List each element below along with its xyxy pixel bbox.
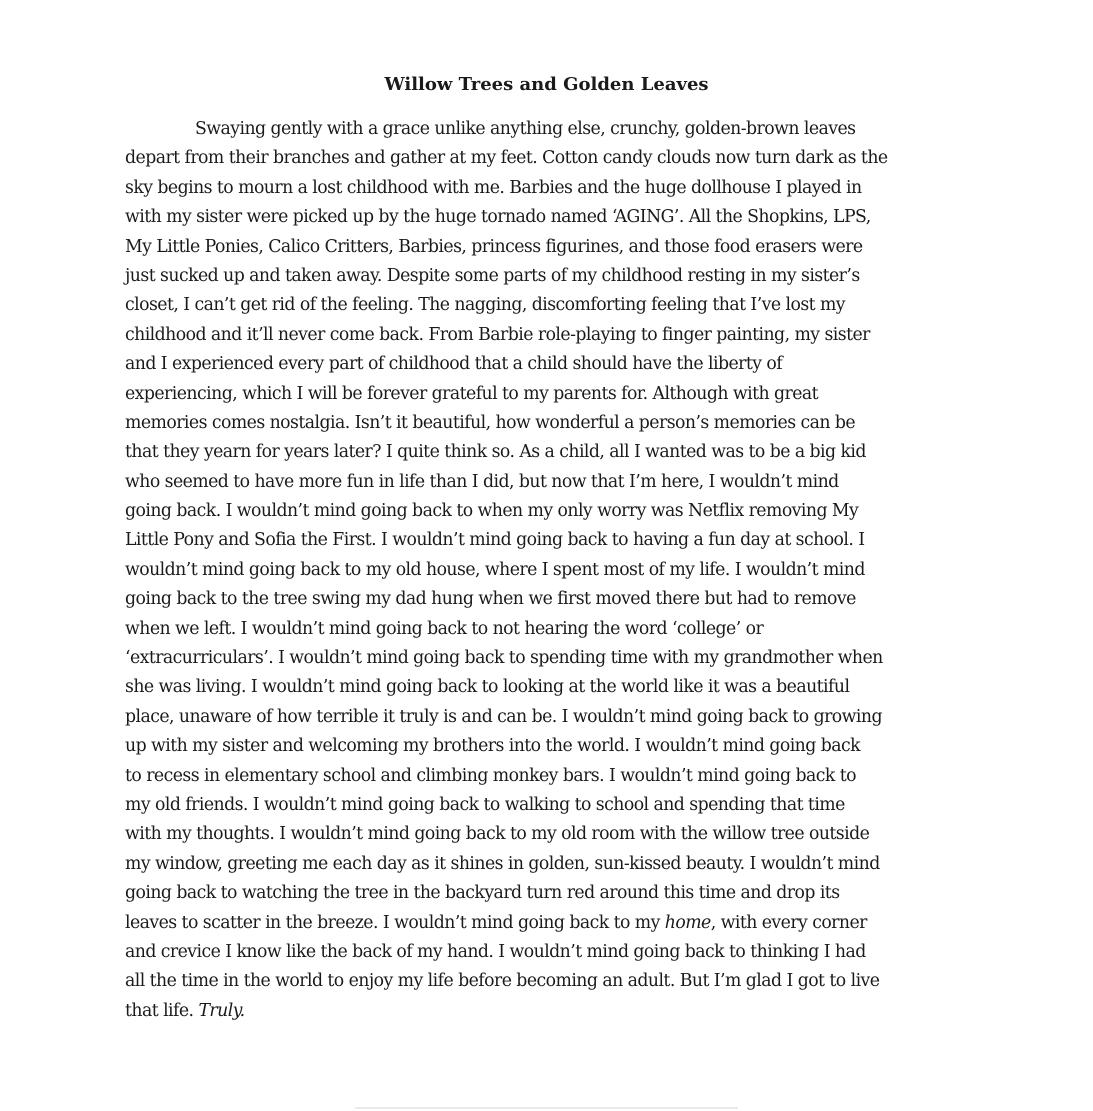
essay-line: to recess in elementary school and climbing monkey bars. I wouldn’t mind going back to [125, 765, 856, 786]
essay-line: My Little Ponies, Calico Critters, Barbies, princess figurines, and those food erasers were [125, 236, 863, 257]
essay-line: wouldn’t mind going back to my old house, where I spent most of my life. I wouldn’t mind [125, 559, 865, 580]
essay-line: and crevice I know like the back of my hand. I wouldn’t mind going back to thinking I had [125, 941, 866, 962]
page-bottom-edge [355, 1107, 738, 1109]
essay-line: place, unaware of how terrible it truly is and can be. I wouldn’t mind going back to growing [125, 706, 882, 727]
last-line-before: that life. [125, 1000, 199, 1021]
essay-line: that they yearn for years later? I quite think so. As a child, all I wanted was to be a big kid [125, 442, 866, 463]
essay-line: and I experienced every part of childhood that a child should have the liberty of [125, 354, 783, 375]
essay-line: ‘extracurriculars’. I wouldn’t mind going back to spending time with my grandmother when [125, 648, 883, 669]
essay-line: Little Pony and Sofia the First. I wouldn’t mind going back to having a fun day at school. I [125, 530, 865, 551]
essay-body [125, 115, 975, 1026]
essay-line: going back to watching the tree in the backyard turn red around this time and drop its [125, 883, 840, 904]
essay-line: up with my sister and welcoming my brothers into the world. I wouldn’t mind going back [125, 736, 861, 757]
essay-line: when we left. I wouldn’t mind going back to not hearing the word ‘college’ or [125, 618, 764, 639]
essay-line-last [125, 997, 975, 1026]
essay-line: all the time in the world to enjoy my life before becoming an adult. But I’m glad I got to live [125, 971, 880, 992]
essay-line: depart from their branches and gather at my feet. Cotton candy clouds now turn dark as the [125, 148, 888, 169]
essay-title: Willow Trees and Golden Leaves [384, 74, 709, 95]
essay-line: who seemed to have more fun in life than I did, but now that I’m here, I wouldn’t mind [125, 471, 839, 492]
essay-line: sky begins to mourn a lost childhood with me. Barbies and the huge dollhouse I played in [125, 177, 862, 198]
essay-line-home [125, 909, 975, 938]
essay-line: going back to the tree swing my dad hung when we first moved there but had to remove [125, 589, 856, 610]
essay-line: she was living. I wouldn’t mind going back to looking at the world like it was a beautiful [125, 677, 850, 698]
essay-line: memories comes nostalgia. Isn’t it beautiful, how wonderful a person’s memories can be [125, 412, 856, 433]
essay-line: just sucked up and taken away. Despite some parts of my childhood resting in my sister’s [125, 265, 860, 286]
essay-line: my window, greeting me each day as it shines in golden, sun-kissed beauty. I wouldn’t mind [125, 853, 880, 874]
home-line-before: leaves to scatter in the breeze. I wouldn’t mind going back to my [125, 912, 665, 933]
home-line-after: , with every corner [710, 912, 867, 933]
essay-line: with my sister were picked up by the huge tornado named ‘AGING’. All the Shopkins, LPS, [125, 207, 871, 228]
truly-emphasis: Truly. [198, 1000, 245, 1021]
home-emphasis: home [664, 912, 711, 933]
essay-line: experiencing, which I will be forever grateful to my parents for. Although with great [125, 383, 819, 404]
essay-line: my old friends. I wouldn’t mind going back to walking to school and spending that time [125, 794, 845, 815]
essay-line: closet, I can’t get rid of the feeling. The nagging, discomforting feeling that I’ve lost my [125, 295, 846, 316]
essay-line: Swaying gently with a grace unlike anything else, crunchy, golden-brown leaves [195, 119, 856, 139]
essay-line: with my thoughts. I wouldn’t mind going back to my old room with the willow tree outside [125, 824, 870, 845]
essay-line: childhood and it’ll never come back. From Barbie role-playing to finger painting, my sister [125, 324, 870, 345]
essay-line: going back. I wouldn’t mind going back to when my only worry was Netflix removing My [125, 501, 859, 522]
